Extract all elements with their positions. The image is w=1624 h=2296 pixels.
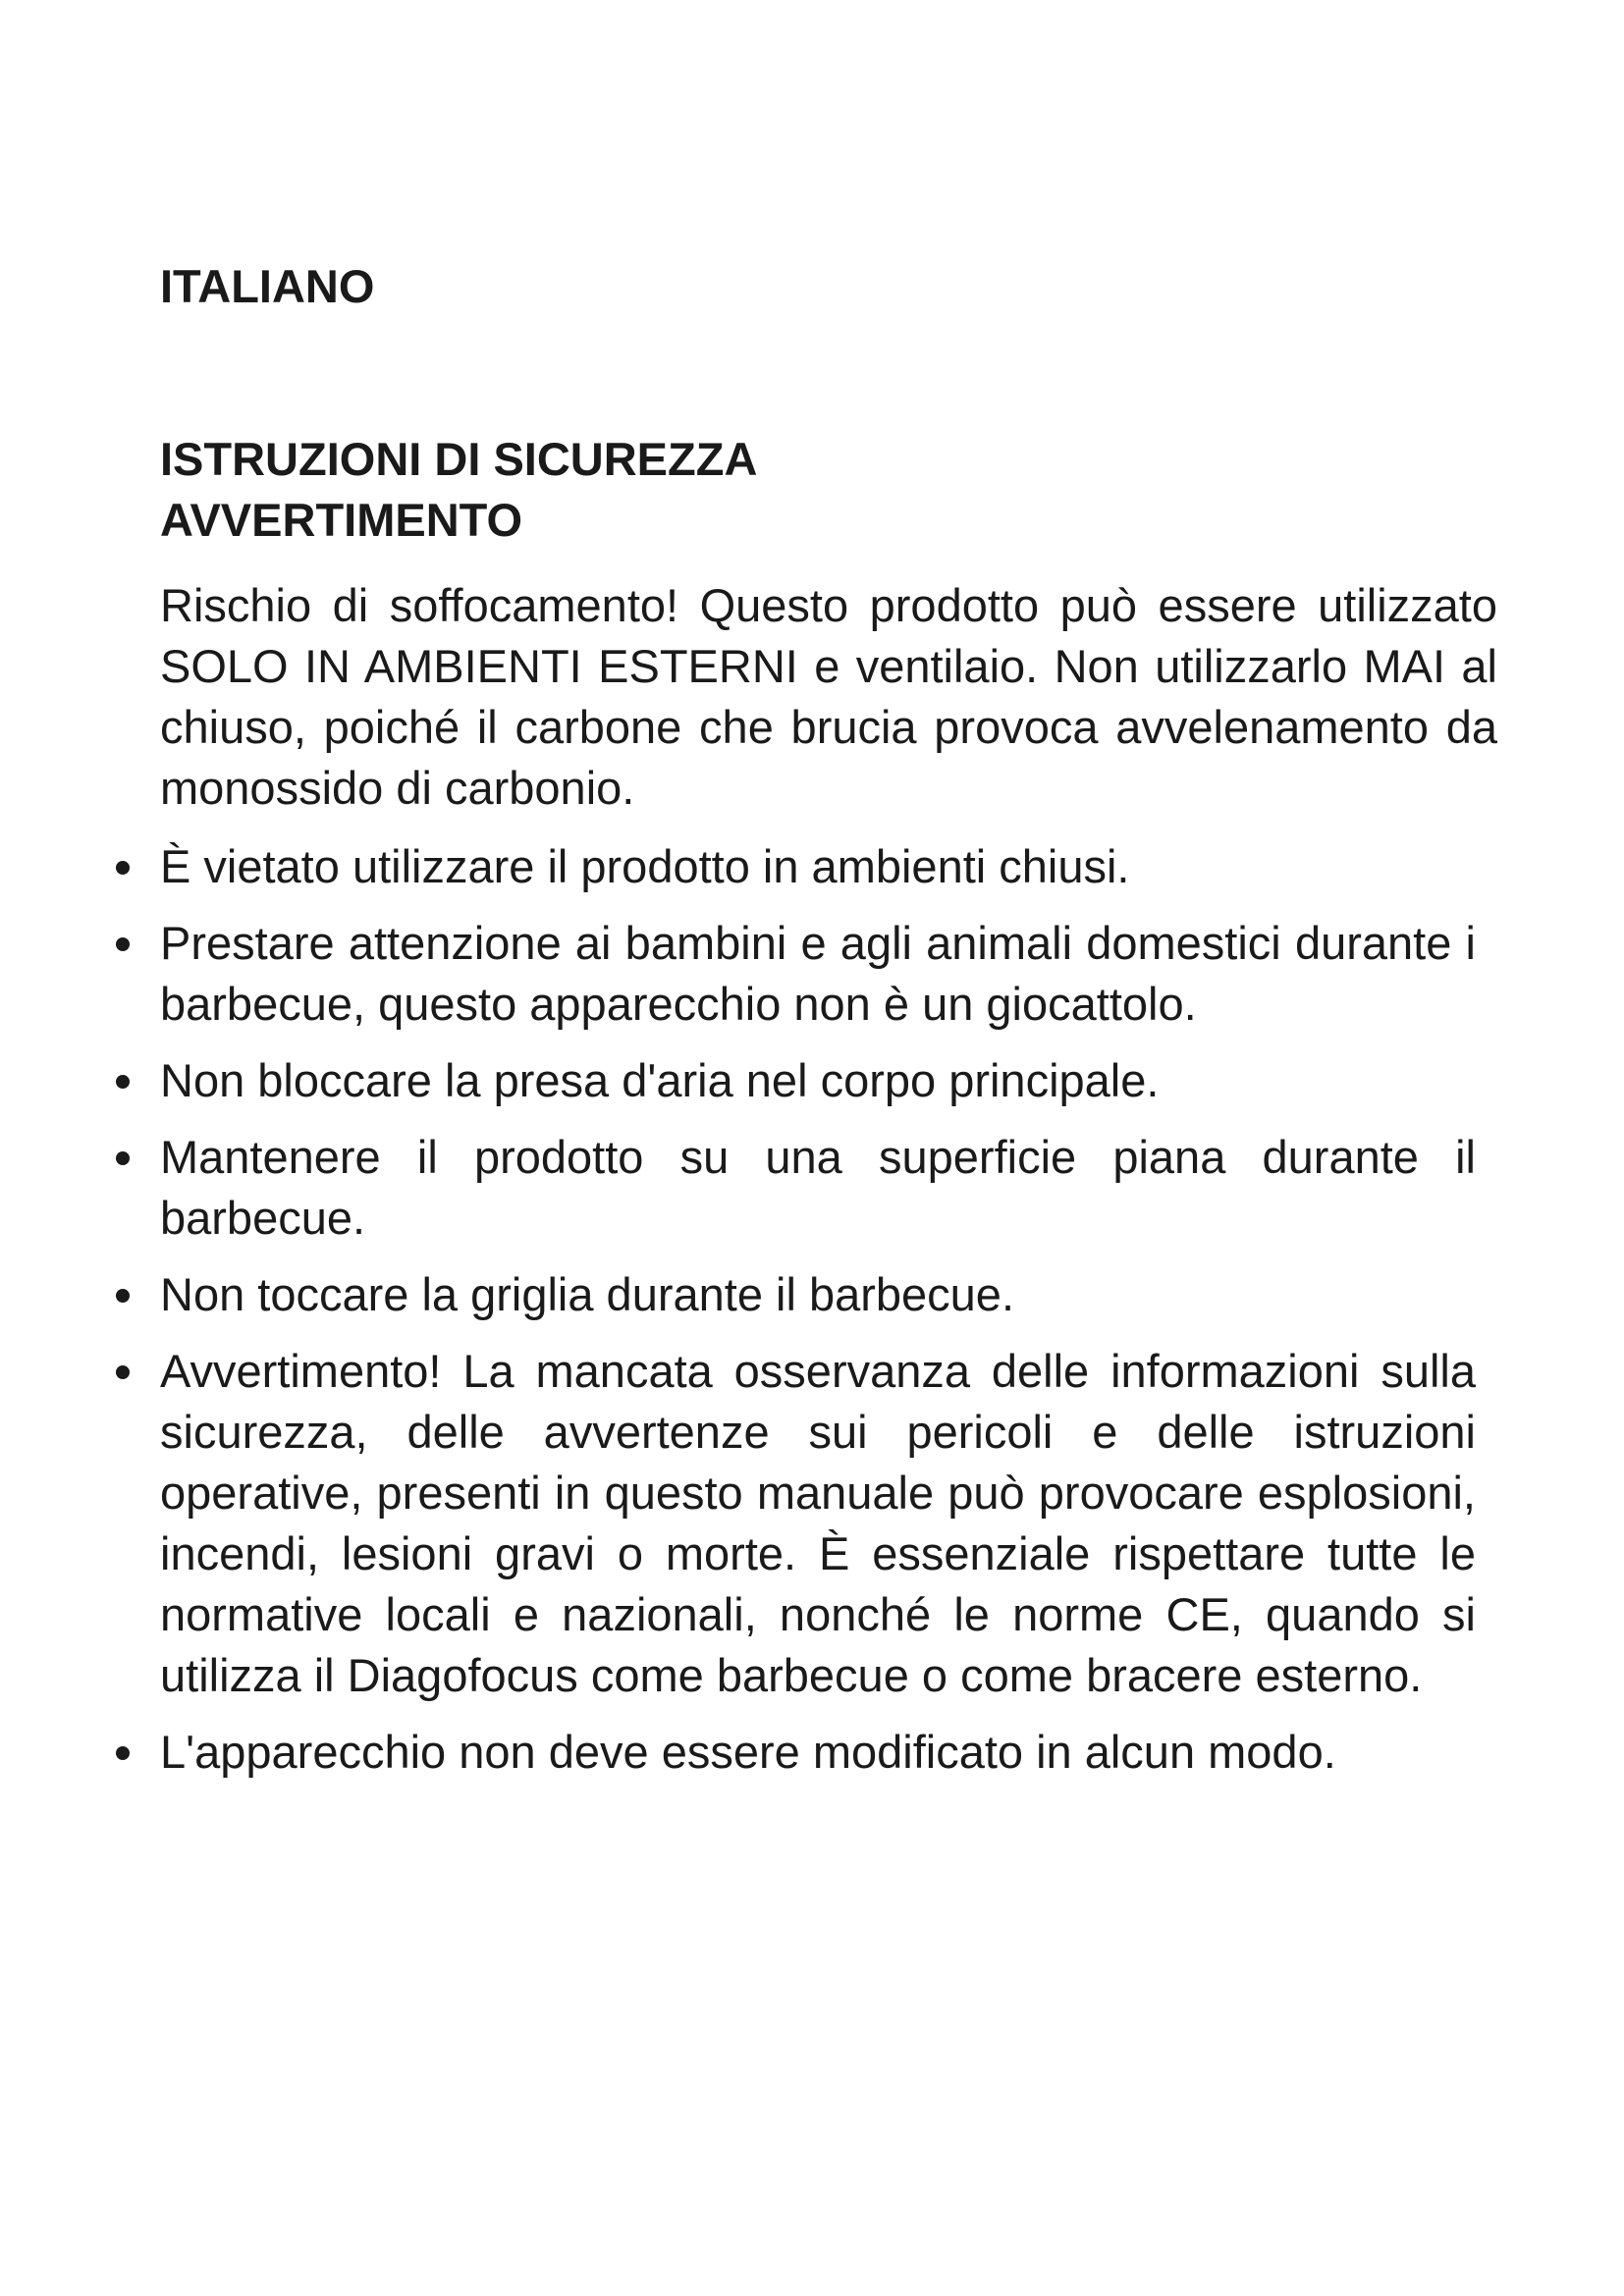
- safety-bullet-list: [0, 836, 1624, 1798]
- bullet-dot-icon: [116, 1075, 130, 1089]
- bullet-text: Avvertimento! La mancata osservanza delle informazioni sulla sicurezza, delle avvertenze sui pericoli e delle istruzioni operative, presenti in questo manuale può provocare esplosioni, incendi, lesioni gravi o morte. È essenziale rispettare tutte le normative locali e nazionali, nonché le norme CE, quando si utilizza il Diagofocus come barbecue o come bracere esterno.: [160, 1345, 1476, 1701]
- bullet-item: [0, 913, 1476, 1035]
- bullet-text: Non bloccare la presa d'aria nel corpo principale.: [160, 1054, 1160, 1106]
- language-heading: ITALIANO: [160, 260, 375, 312]
- bullet-item: [0, 1722, 1476, 1783]
- intro-paragraph: Rischio di soffocamento! Questo prodotto può essere utilizzato SOLO IN AMBIENTI ESTERNI e ventilaio. Non utilizzarlo MAI al chiuso, poiché il carbone che brucia provoca avvelenamento da monossido di carbonio.: [160, 579, 1497, 814]
- bullet-dot-icon: [116, 937, 130, 951]
- safety-section-heading: [160, 429, 757, 551]
- bullet-item: [0, 1127, 1476, 1249]
- bullet-text: Prestare attenzione ai bambini e agli animali domestici durante i barbecue, questo apparecchio non è un giocattolo.: [160, 917, 1476, 1030]
- bullet-text: L'apparecchio non deve essere modificato in alcun modo.: [160, 1726, 1336, 1778]
- bullet-dot-icon: [116, 1289, 130, 1303]
- bullet-dot-icon: [116, 1746, 130, 1760]
- bullet-text: Mantenere il prodotto su una superficie piana durante il barbecue.: [160, 1131, 1476, 1244]
- bullet-item: [0, 1341, 1476, 1706]
- bullet-item: [0, 1264, 1476, 1325]
- section-title: ISTRUZIONI DI SICUREZZA: [160, 433, 758, 485]
- section-subtitle: AVVERTIMENTO: [160, 494, 523, 546]
- bullet-item: [0, 1050, 1476, 1111]
- bullet-dot-icon: [116, 1151, 130, 1165]
- bullet-dot-icon: [116, 1365, 130, 1379]
- bullet-dot-icon: [116, 861, 130, 875]
- bullet-text: È vietato utilizzare il prodotto in ambienti chiusi.: [160, 840, 1130, 892]
- bullet-text: Non toccare la griglia durante il barbecue.: [160, 1268, 1015, 1320]
- bullet-item: [0, 836, 1476, 897]
